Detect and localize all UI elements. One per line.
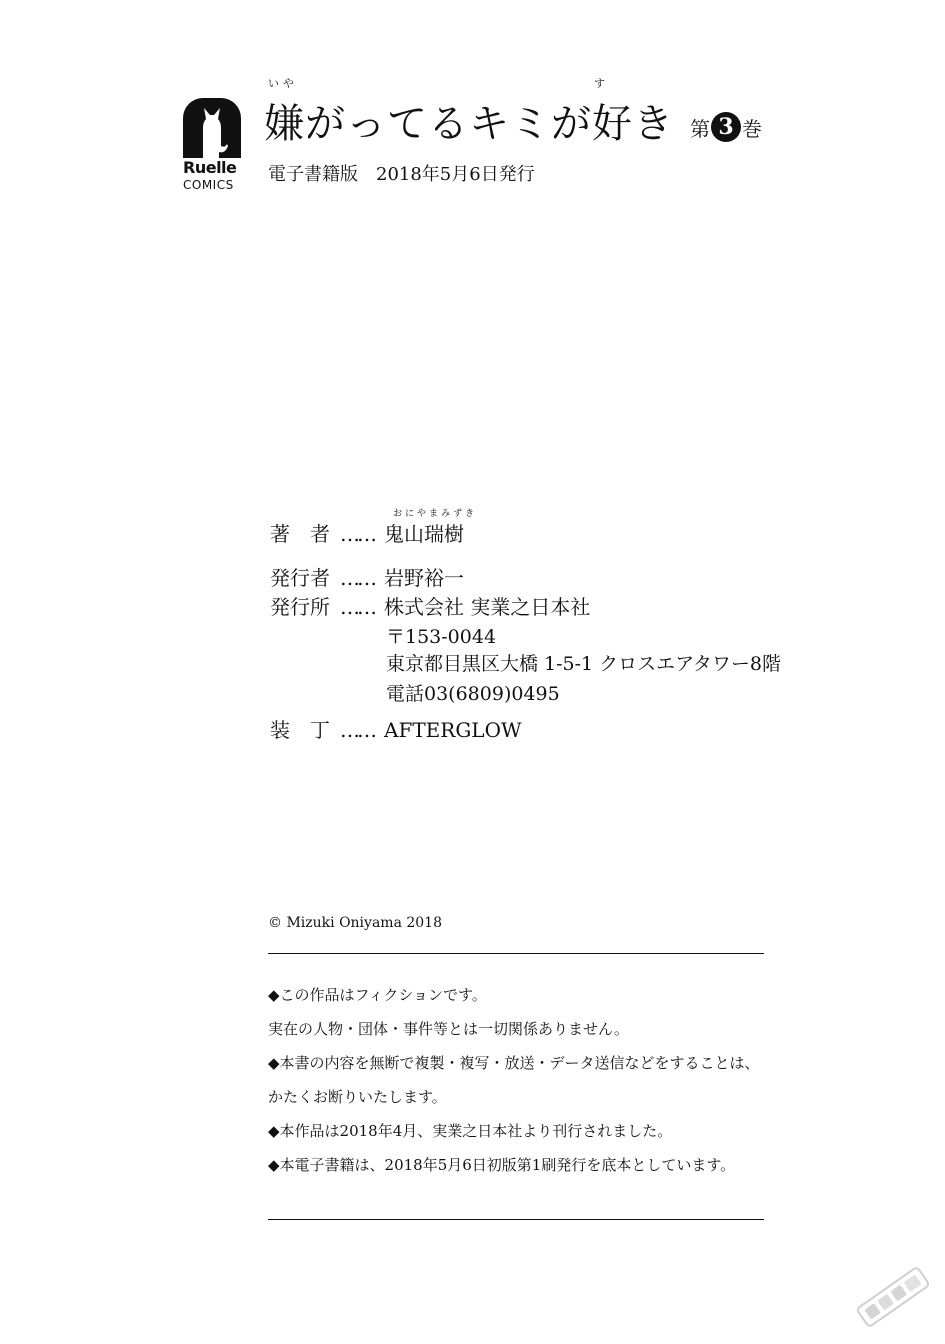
title-ruby-iya: いや — [268, 77, 298, 90]
credit-publisher — [270, 562, 464, 591]
note-line: ◆本作品は2018年4月、実業之日本社より刊行されました。 — [268, 1122, 673, 1140]
logo-line: COMICS — [183, 178, 234, 192]
credit-label: 発行者 — [270, 566, 330, 590]
credit-label: 著 者 — [270, 522, 330, 546]
logo-brand: Ruelle — [183, 158, 237, 177]
divider-bottom — [268, 1219, 764, 1220]
credit-dots: …… — [340, 566, 374, 590]
address-street: 東京都目黒区大橋 1-5-1 クロスエアタワー8階 — [386, 653, 781, 675]
divider-top — [268, 953, 764, 954]
credit-design — [270, 714, 522, 743]
credit-value: 株式会社 実業之日本社 — [384, 595, 591, 619]
credit-author — [270, 518, 464, 547]
credit-dots: …… — [340, 595, 374, 619]
cat-icon — [195, 106, 229, 158]
note-line: ◆本書の内容を無断で複製・複写・放送・データ送信などをすることは、 — [268, 1054, 760, 1072]
credit-label: 発行所 — [270, 595, 330, 619]
book-title: 嫌がってるキミが好き — [264, 101, 674, 147]
note-line: ◆本電子書籍は、2018年5月6日初版第1刷発行を底本としています。 — [268, 1156, 736, 1174]
author-ruby: おにやまみずき — [393, 509, 478, 519]
ruelle-comics-logo — [183, 98, 245, 198]
credit-dots: …… — [340, 718, 374, 742]
legal-notes — [268, 984, 760, 1188]
credit-publishing-house — [270, 591, 590, 620]
volume-suffix: 巻 — [742, 116, 762, 141]
credit-dots: …… — [340, 522, 374, 546]
volume-label — [690, 112, 762, 142]
address-tel: 電話03(6809)0495 — [386, 683, 560, 705]
credit-value: AFTERGLOW — [384, 718, 522, 742]
note-line: かたくお断りいたします。 — [268, 1088, 447, 1106]
dmzj-watermark-icon — [848, 1262, 938, 1332]
volume-number: 3 — [711, 112, 741, 142]
edition-date: 電子書籍版 2018年5月6日発行 — [268, 164, 535, 185]
address-zip: 〒153-0044 — [386, 626, 497, 648]
copyright-notice: © Mizuki Oniyama 2018 — [268, 915, 442, 931]
title-ruby-su: す — [594, 77, 605, 90]
note-line: 実在の人物・団体・事件等とは一切関係ありません。 — [268, 1020, 629, 1038]
credit-label: 装 丁 — [270, 718, 330, 742]
credit-value: 岩野裕一 — [384, 566, 464, 590]
note-line: ◆この作品はフィクションです。 — [268, 986, 487, 1004]
volume-prefix: 第 — [690, 116, 710, 141]
credit-value: 鬼山瑞樹 — [384, 522, 464, 546]
